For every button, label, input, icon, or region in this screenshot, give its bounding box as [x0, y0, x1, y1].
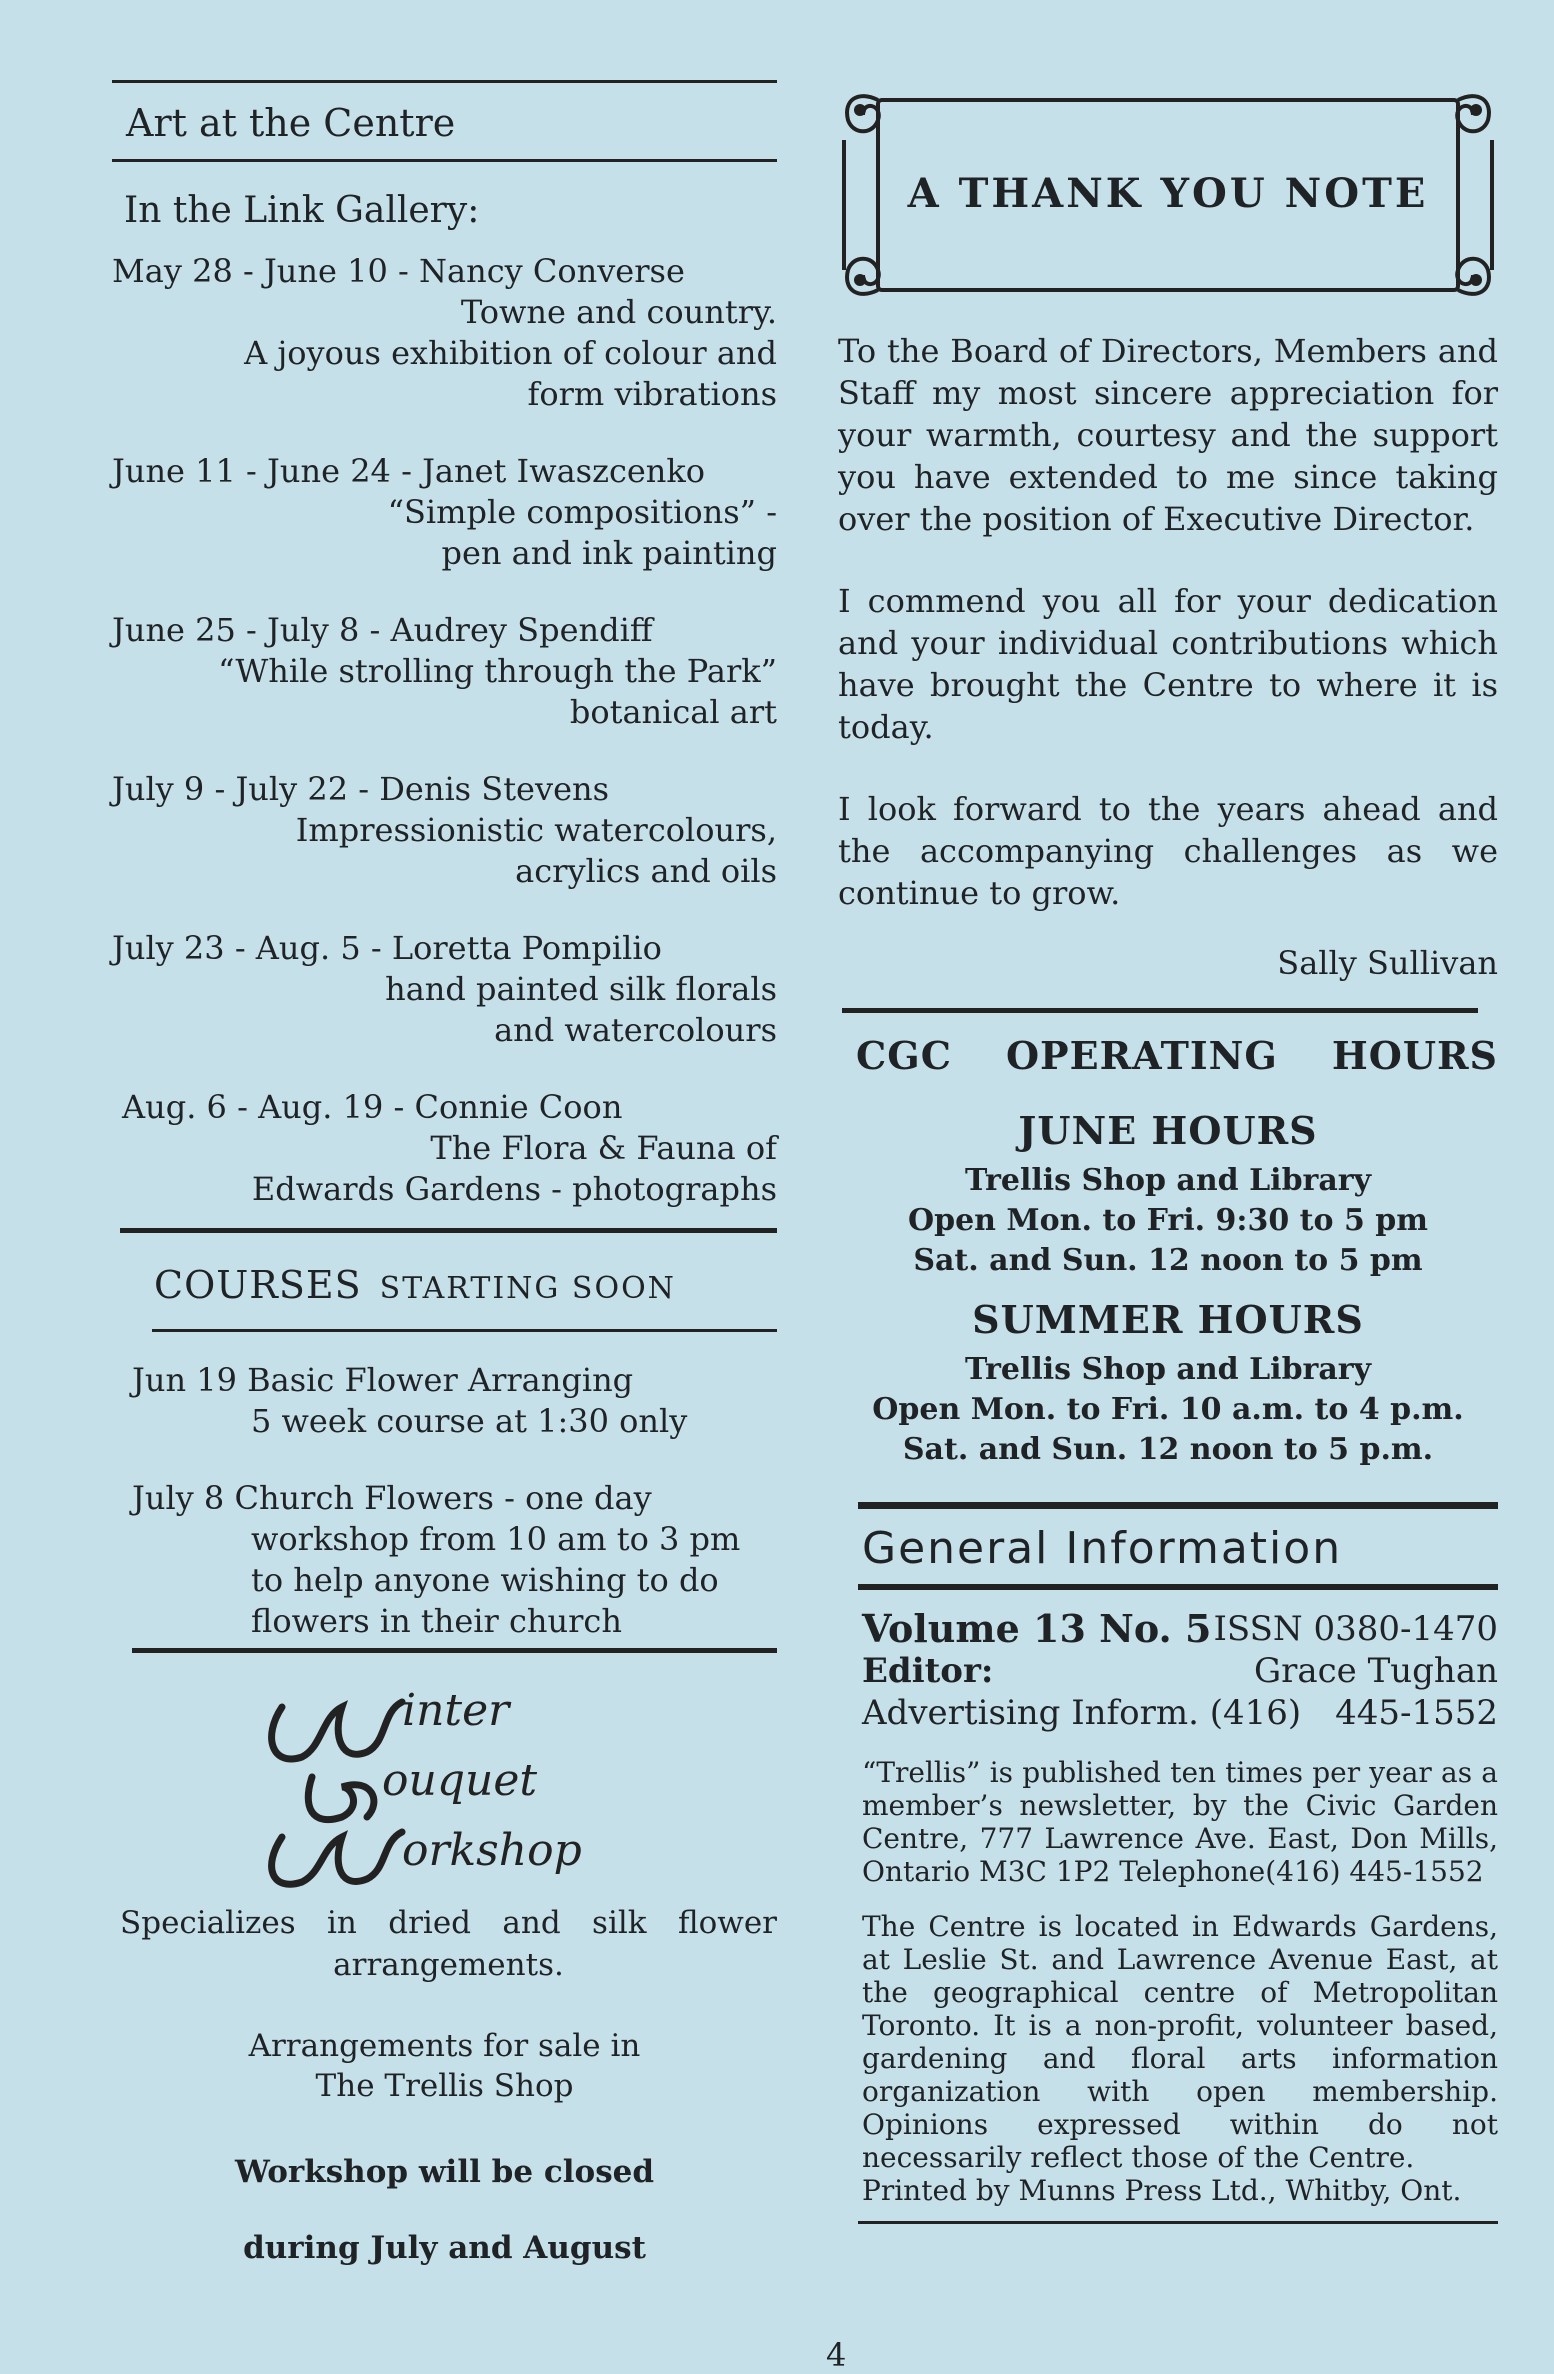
courses-subtitle: STARTING SOON — [379, 1271, 676, 1306]
courses-heading — [112, 1233, 777, 1329]
centre-info: The Centre is located in Edwards Gardens, at Leslie St. and Lawrence Avenue East, at the geographical centre of Metropolitan Toronto. It is a non-profit, volunteer based, gardening and floral arts information organization with open membership. Opinions expressed within do not necessarily reflect those of the Centre. — [862, 1910, 1498, 2174]
divider — [112, 159, 777, 162]
exhibit-description: “While strolling through the Park” — [218, 652, 777, 690]
advertising-label: Advertising Inform. (416) — [862, 1693, 1302, 1733]
hours-line: Trellis Shop and Library — [964, 1352, 1372, 1387]
general-info-title: General Information — [862, 1523, 1343, 1574]
advertising-phone: 445-1552 — [1335, 1693, 1498, 1733]
exhibit-dates-artist: July 23 - Aug. 5 - Loretta Pompilio — [112, 929, 662, 967]
course-title: Jun 19 Basic Flower Arranging — [132, 1361, 634, 1399]
left-column — [112, 80, 777, 2266]
exhibit-item — [112, 769, 777, 892]
workshop-closed-line: Workshop will be closed — [234, 2154, 655, 2190]
june-hours-title: JUNE HOURS — [1018, 1108, 1318, 1153]
hours-head-word: CGC — [856, 1033, 952, 1078]
printer-info: Printed by Munns Press Ltd., Whitby, Ont. — [862, 2174, 1462, 2207]
art-section-title: Art at the Centre — [126, 101, 456, 145]
logo-inter-text: inter — [402, 1685, 510, 1736]
exhibit-description: “Simple compositions” - — [387, 493, 777, 531]
course-detail: flowers in their church — [251, 1602, 622, 1640]
editor-name: Grace Tughan — [1253, 1651, 1498, 1691]
exhibit-description: A joyous exhibition of colour and — [244, 334, 777, 372]
thank-you-title: A THANK YOU NOTE — [907, 170, 1429, 217]
volume-info — [838, 1608, 1498, 1734]
course-detail: to help anyone wishing to do — [251, 1561, 719, 1599]
course-detail: 5 week course at 1:30 only — [251, 1402, 688, 1440]
workshop-logo-art — [252, 1677, 672, 1892]
editor-row — [862, 1650, 1498, 1692]
thank-you-paragraph: To the Board of Directors, Members and Staff my most sincere appreciation for your warmth, courtesy and the support you have extended to me since taking over the position of Executive Director. — [838, 332, 1498, 538]
winter-bouquet-workshop-logo — [112, 1677, 777, 1892]
hours-line: Trellis Shop and Library — [964, 1163, 1372, 1198]
issn: ISSN 0380-1470 — [1213, 1609, 1498, 1649]
thank-you-frame — [838, 80, 1498, 312]
exhibit-description: Towne and country. — [460, 293, 777, 331]
exhibit-description: hand painted silk florals — [385, 970, 777, 1008]
course-item — [132, 1360, 777, 1442]
operating-hours-heading — [838, 1013, 1498, 1092]
course-title: July 8 Church Flowers - one day — [132, 1479, 652, 1517]
exhibit-item — [112, 251, 777, 415]
exhibit-dates-artist: Aug. 6 - Aug. 19 - Connie Coon — [122, 1088, 623, 1126]
exhibit-dates-artist: May 28 - June 10 - Nancy Converse — [112, 252, 685, 290]
hours-line: Sat. and Sun. 12 noon to 5 pm — [913, 1243, 1423, 1278]
publication-info: “Trellis” is published ten times per year as a member’s newsletter, by the Civic Garden Centre, 777 Lawrence Ave. East, Don Mills, Ontario M3C 1P2 Telephone(416) 445-1552 — [862, 1756, 1498, 1888]
exhibit-description: form vibrations — [527, 375, 777, 413]
course-detail: workshop from 10 am to 3 pm — [251, 1520, 741, 1558]
courses-title: COURSES — [154, 1263, 362, 1307]
divider — [858, 1502, 1498, 1509]
hours-head-word: HOURS — [1331, 1033, 1498, 1078]
exhibit-item — [112, 928, 777, 1051]
divider — [132, 1648, 777, 1653]
exhibit-description: Edwards Gardens - photographs — [251, 1170, 777, 1208]
exhibit-description: Impressionistic watercolours, — [295, 811, 777, 849]
divider — [858, 2221, 1498, 2224]
right-column — [838, 80, 1498, 2224]
workshop-closed-line: during July and August — [243, 2230, 646, 2266]
exhibit-description: acrylics and oils — [515, 852, 777, 890]
volume-number: Volume 13 No. 5 — [862, 1606, 1212, 1651]
divider — [152, 1329, 777, 1332]
exhibit-description: and watercolours — [494, 1011, 777, 1049]
exhibit-item — [112, 610, 777, 733]
summer-hours-title: SUMMER HOURS — [972, 1297, 1364, 1342]
exhibit-dates-artist: June 11 - June 24 - Janet Iwaszcenko — [112, 452, 706, 490]
divider — [858, 1584, 1498, 1590]
exhibit-dates-artist: July 9 - July 22 - Denis Stevens — [112, 770, 610, 808]
thank-you-paragraph: I look forward to the years ahead and the accompanying challenges as we continue to grow. — [838, 790, 1498, 912]
workshop-sale-line: Arrangements for sale in — [248, 2028, 641, 2064]
exhibit-dates-artist: June 25 - July 8 - Audrey Spendiff — [112, 611, 653, 649]
hours-line: Open Mon. to Fri. 9:30 to 5 pm — [907, 1203, 1429, 1238]
course-item — [132, 1478, 777, 1642]
hours-head-word: OPERATING — [1005, 1033, 1278, 1078]
editor-label: Editor: — [862, 1651, 994, 1691]
workshop-specializes: Specializes in dried and silk flower arrangements. — [120, 1905, 777, 1983]
thank-you-paragraph: I commend you all for your dedication and your individual contributions which have brought the Centre to where it is today. — [838, 582, 1498, 746]
exhibit-description: The Flora & Fauna of — [430, 1129, 777, 1167]
page-number: 4 — [826, 2336, 847, 2374]
workshop-sale-line: The Trellis Shop — [315, 2068, 574, 2104]
exhibit-item — [112, 1087, 777, 1210]
exhibit-item — [112, 451, 777, 574]
signature: Sally Sullivan — [1277, 944, 1498, 982]
advertising-row — [862, 1692, 1498, 1734]
logo-orkshop-text: orkshop — [402, 1825, 582, 1876]
exhibit-description: botanical art — [569, 693, 777, 731]
exhibit-description: pen and ink painting — [441, 534, 777, 572]
hours-line: Open Mon. to Fri. 10 a.m. to 4 p.m. — [872, 1392, 1464, 1427]
exhibit-list — [112, 251, 777, 1210]
volume-row — [862, 1608, 1498, 1650]
logo-ouquet-text: ouquet — [382, 1755, 538, 1806]
hours-line: Sat. and Sun. 12 noon to 5 p.m. — [902, 1432, 1434, 1467]
link-gallery-heading: In the Link Gallery: — [124, 190, 480, 231]
